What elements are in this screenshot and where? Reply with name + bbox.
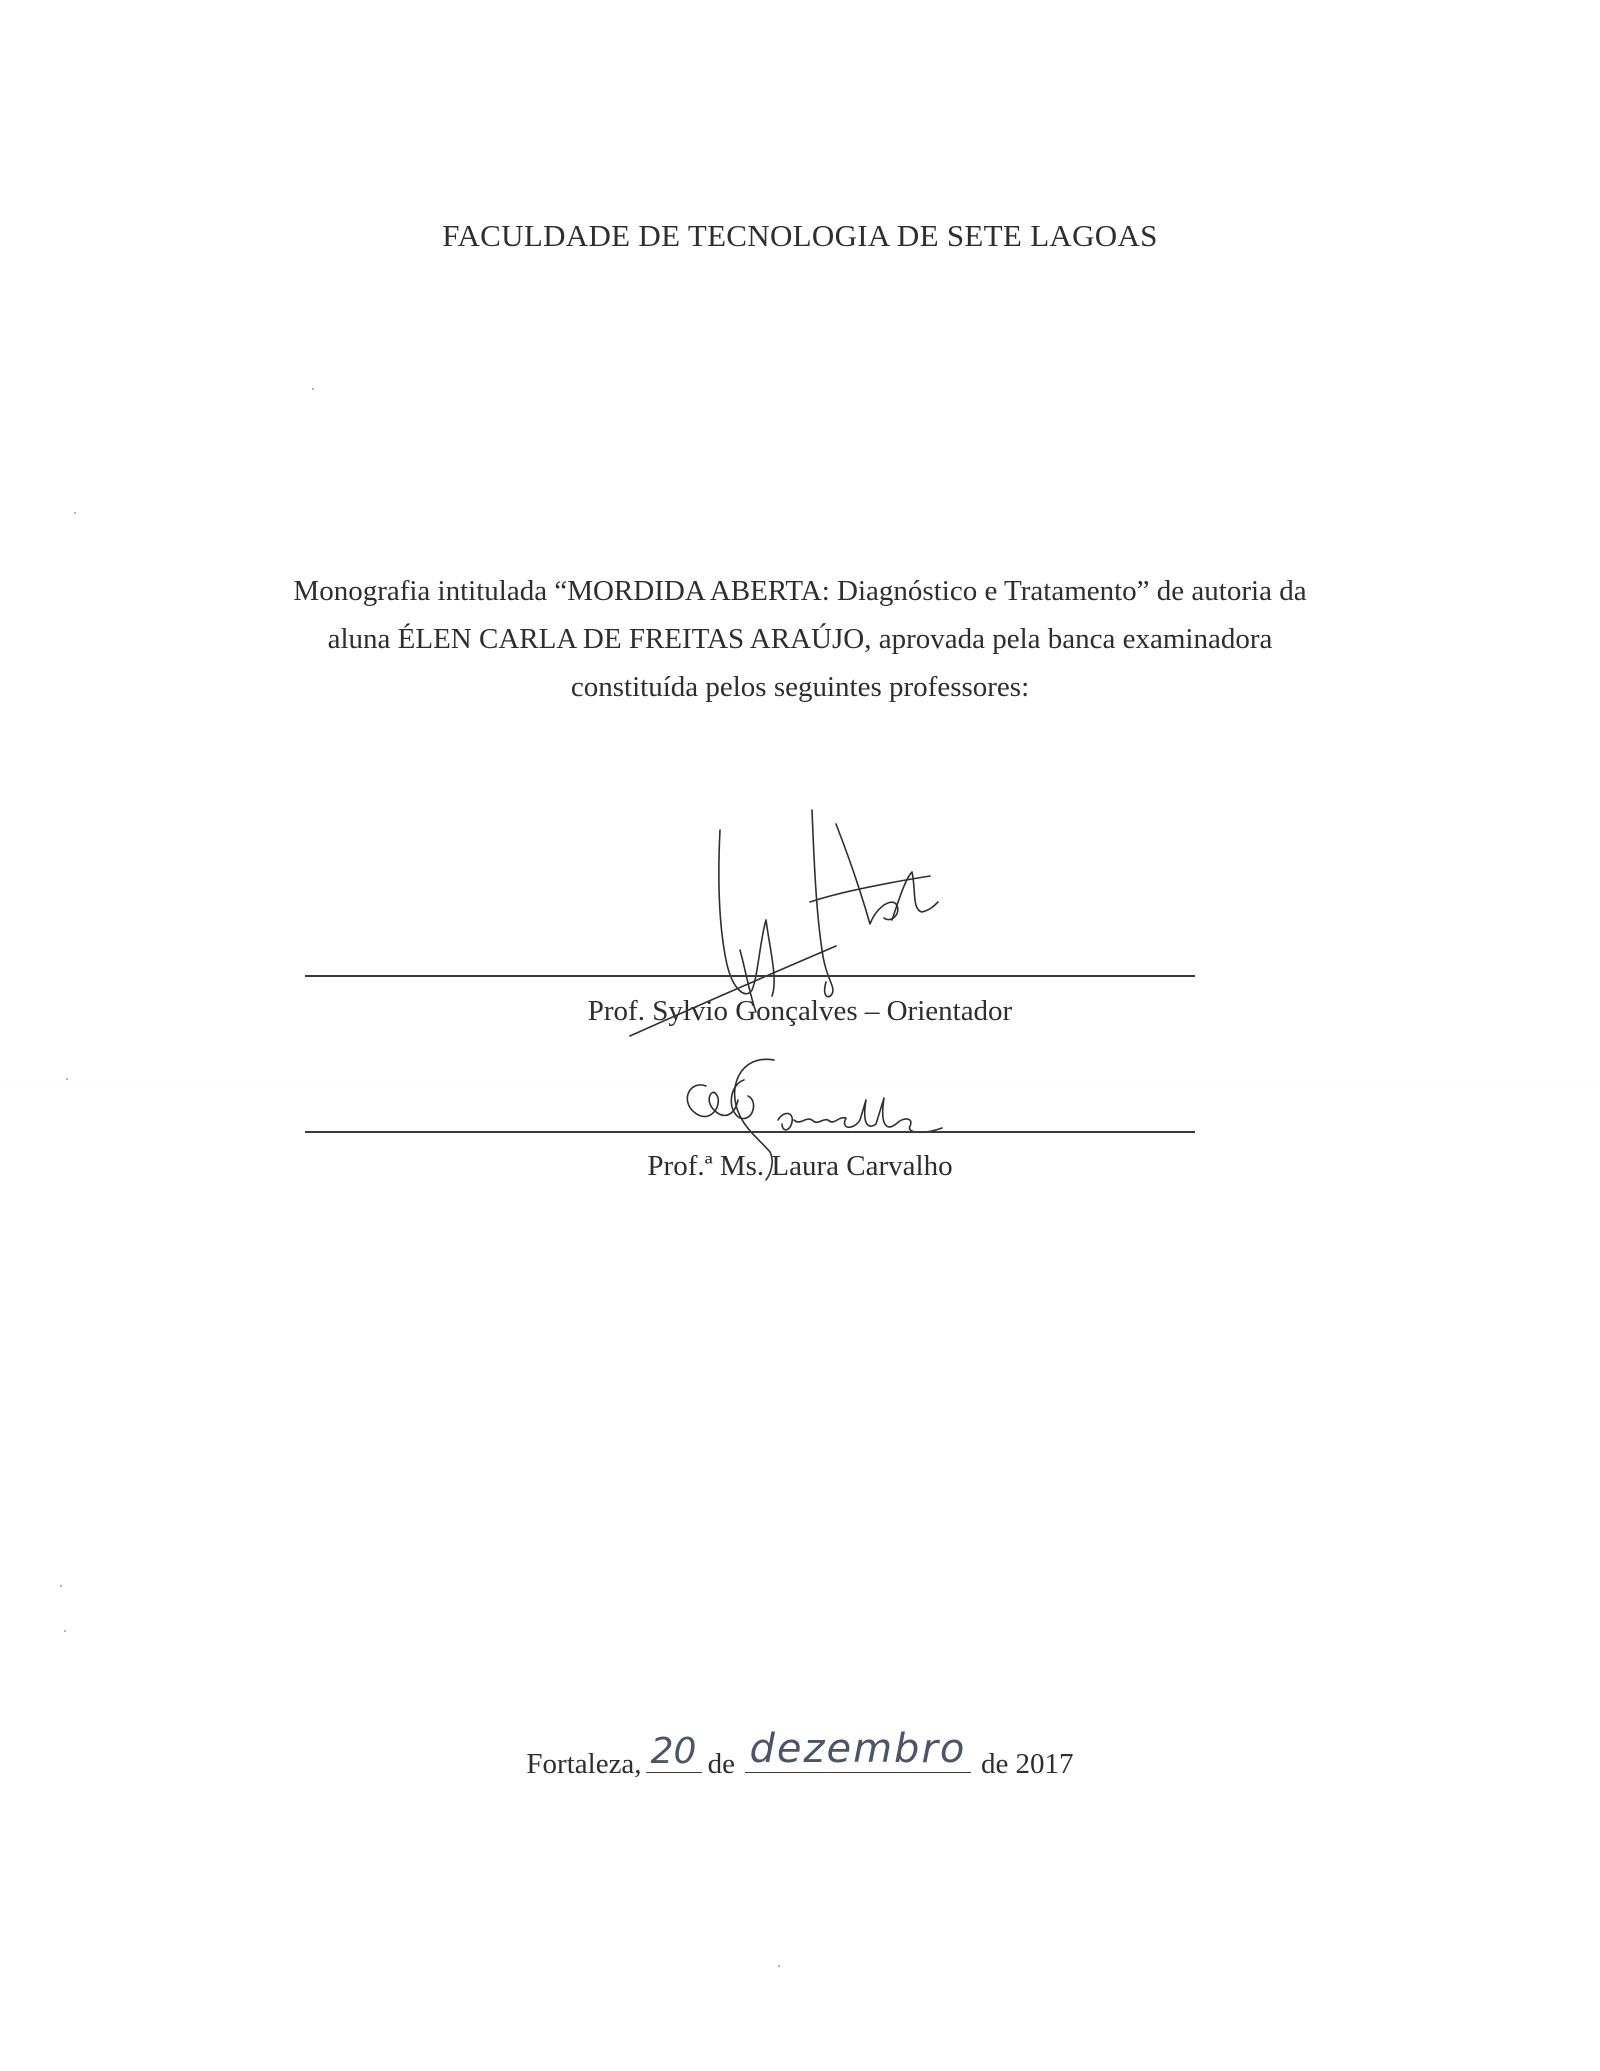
paper-speck (778, 1965, 780, 1967)
month-field (745, 1726, 971, 1773)
day-handwritten: 20 (650, 1731, 697, 1772)
date-city: Fortaleza, (526, 1748, 642, 1780)
day-field (646, 1731, 702, 1773)
approval-statement-line: constituída pelos seguintes professores: (570, 671, 1030, 703)
approval-statement-line: aluna ÉLEN CARLA DE FREITAS ARAÚJO, aprovada pela banca examinadora (327, 623, 1273, 655)
paper-speck (60, 1585, 62, 1587)
date-year: de 2017 (980, 1748, 1074, 1780)
date-line (0, 1726, 1600, 1781)
institution-title: FACULDADE DE TECNOLOGIA DE SETE LAGOAS (442, 218, 1158, 253)
signature-line (305, 1131, 1195, 1133)
signatory-name: Prof.ª Ms. Laura Carvalho (647, 1150, 953, 1182)
approval-statement (200, 567, 1400, 711)
signatory-name: Prof. Sylvio Gonçalves – Orientador (587, 995, 1013, 1027)
paper-speck (74, 512, 76, 514)
date-connector: de (707, 1748, 735, 1780)
approval-statement-line: Monografia intitulada “MORDIDA ABERTA: Diagnóstico e Tratamento” de autoria da (293, 575, 1307, 607)
paper-speck (66, 1078, 68, 1080)
paper-speck (312, 388, 314, 390)
signature-line (305, 975, 1195, 977)
paper-speck (64, 1630, 66, 1632)
month-handwritten: dezembro (749, 1726, 967, 1772)
